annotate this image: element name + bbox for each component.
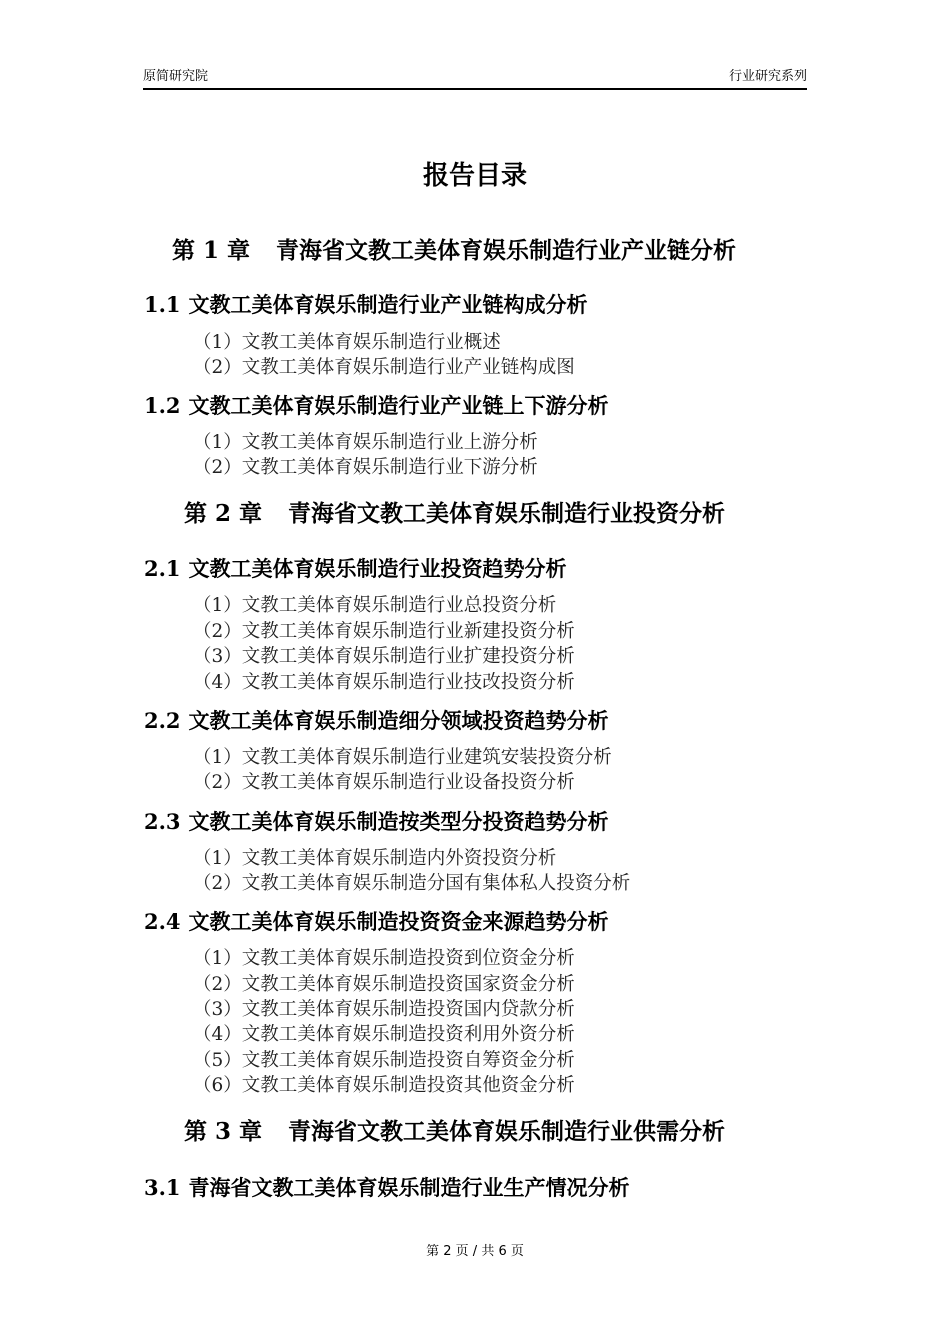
section-heading (144, 707, 609, 735)
section-number: 1.1 (144, 292, 181, 317)
chapter-number: 第 3 章 (184, 1118, 263, 1145)
section-heading (144, 1174, 630, 1202)
section-title: 文教工美体育娱乐制造细分领域投资趋势分析 (188, 708, 609, 733)
chapter-heading (184, 1116, 725, 1148)
toc-item: （2）文教工美体育娱乐制造投资国家资金分析 (193, 974, 575, 995)
section-heading (144, 291, 588, 319)
section-number: 2.3 (144, 809, 181, 834)
toc-item: （1）文教工美体育娱乐制造内外资投资分析 (193, 848, 557, 869)
section-number: 2.2 (144, 708, 181, 733)
chapter-number: 第 2 章 (184, 500, 263, 527)
section-heading (144, 392, 609, 420)
section-number: 3.1 (144, 1175, 181, 1200)
header-series: 行业研究系列 (728, 69, 807, 84)
toc-item: （5）文教工美体育娱乐制造投资自筹资金分析 (193, 1050, 575, 1071)
toc-item: （4）文教工美体育娱乐制造行业技改投资分析 (193, 672, 575, 693)
section-title: 青海省文教工美体育娱乐制造行业生产情况分析 (188, 1175, 630, 1200)
section-number: 2.4 (144, 909, 181, 934)
toc-item: （1）文教工美体育娱乐制造行业建筑安装投资分析 (193, 747, 612, 768)
section-title: 文教工美体育娱乐制造行业产业链上下游分析 (188, 393, 609, 418)
toc-item: （1）文教工美体育娱乐制造行业总投资分析 (193, 595, 557, 616)
document-title: 报告目录 (422, 161, 527, 191)
section-heading (144, 555, 567, 583)
toc-item: （4）文教工美体育娱乐制造投资利用外资分析 (193, 1024, 575, 1045)
chapter-title: 青海省文教工美体育娱乐制造行业投资分析 (288, 500, 726, 527)
section-title: 文教工美体育娱乐制造按类型分投资趋势分析 (188, 809, 609, 834)
section-heading (144, 908, 609, 936)
toc-item: （3）文教工美体育娱乐制造行业扩建投资分析 (193, 646, 575, 667)
chapter-heading (172, 235, 736, 267)
page-header (143, 68, 807, 90)
section-title: 文教工美体育娱乐制造行业产业链构成分析 (188, 292, 588, 317)
toc-item: （2）文教工美体育娱乐制造行业下游分析 (193, 457, 538, 478)
section-number: 2.1 (144, 556, 181, 581)
toc-item: （3）文教工美体育娱乐制造投资国内贷款分析 (193, 999, 575, 1020)
section-title: 文教工美体育娱乐制造行业投资趋势分析 (188, 556, 567, 581)
header-organization: 原简研究院 (143, 69, 209, 84)
section-title: 文教工美体育娱乐制造投资资金来源趋势分析 (188, 909, 609, 934)
toc-item: （2）文教工美体育娱乐制造行业产业链构成图 (193, 357, 575, 378)
toc-item: （1）文教工美体育娱乐制造行业上游分析 (193, 432, 538, 453)
chapter-title: 青海省文教工美体育娱乐制造行业产业链分析 (276, 237, 737, 264)
toc-item: （2）文教工美体育娱乐制造行业设备投资分析 (193, 772, 575, 793)
chapter-number: 第 1 章 (172, 237, 251, 264)
page-number: 第 2 页 / 共 6 页 (426, 1244, 524, 1259)
toc-item: （1）文教工美体育娱乐制造投资到位资金分析 (193, 948, 575, 969)
toc-item: （2）文教工美体育娱乐制造行业新建投资分析 (193, 621, 575, 642)
chapter-title: 青海省文教工美体育娱乐制造行业供需分析 (288, 1118, 726, 1145)
toc-item: （6）文教工美体育娱乐制造投资其他资金分析 (193, 1075, 575, 1096)
toc-item: （1）文教工美体育娱乐制造行业概述 (193, 332, 501, 353)
section-number: 1.2 (144, 393, 181, 418)
chapter-heading (184, 498, 725, 530)
toc-item: （2）文教工美体育娱乐制造分国有集体私人投资分析 (193, 873, 631, 894)
section-heading (144, 808, 609, 836)
